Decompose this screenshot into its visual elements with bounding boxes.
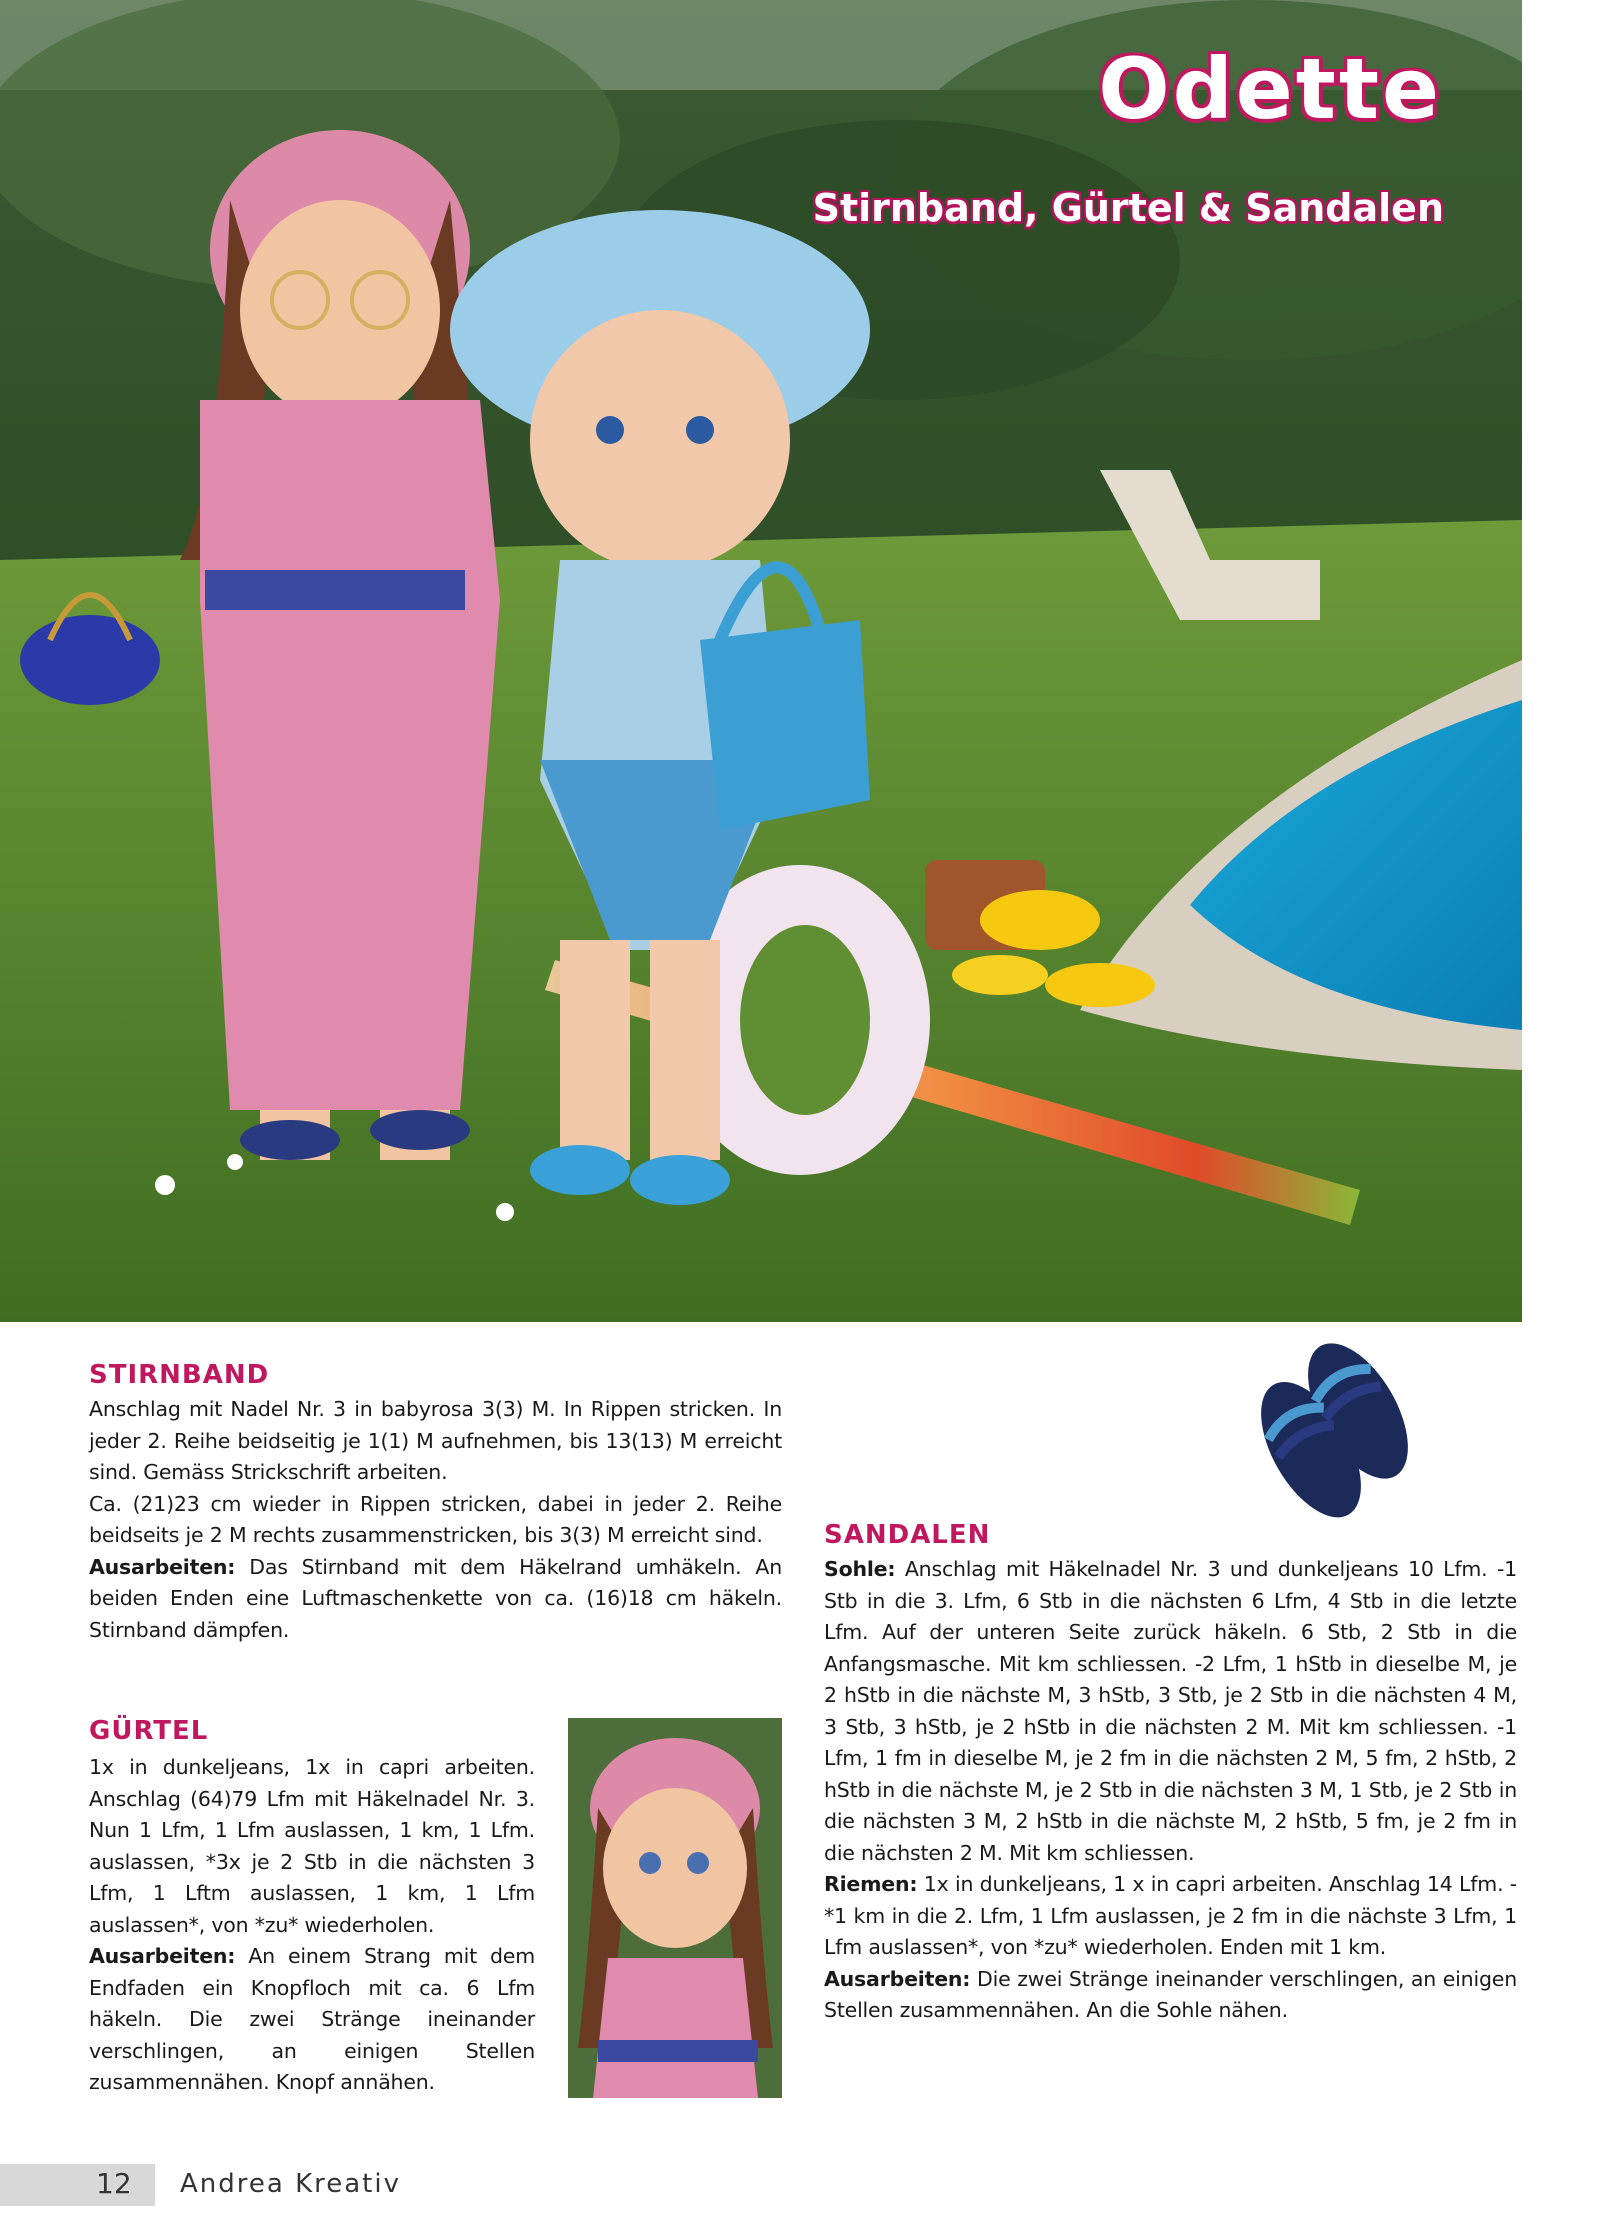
guertel-finish-text: An einem Strang mit dem Endfaden ein Knopfloch mit ca. 6 Lfm häkeln. Die zwei Stränge ineinander verschlingen, an einigen Stellen zusammennähen. Knopf annähen.: [89, 1944, 535, 2094]
sandals-photo: [1232, 1326, 1432, 1526]
sandalen-finish-label: Ausarbeiten:: [824, 1966, 971, 1991]
stirnband-finish-label: Ausarbeiten:: [89, 1554, 236, 1579]
page-number: 12: [96, 2167, 132, 2200]
guertel-finish-label: Ausarbeiten:: [89, 1944, 236, 1968]
page-subtitle: Stirnband, Gürtel & Sandalen: [812, 186, 1444, 230]
sandalen-sole-label: Sohle:: [824, 1557, 896, 1581]
guertel-paragraph-2: [89, 1941, 535, 2099]
section-heading-sandalen: SANDALEN: [824, 1520, 991, 1550]
sandalen-paragraph-2: [824, 1869, 1517, 1964]
section-heading-guertel: GÜRTEL: [89, 1716, 209, 1746]
section-heading-stirnband: STIRNBAND: [89, 1360, 270, 1390]
sandalen-strap-text: 1x in dunkeljeans, 1 x in capri arbeiten. Anschlag 14 Lfm. -*1 km in die 2. Lfm, 1 Lfm auslassen, je 2 fm in die nächste 3 Lfm, 1 Lfm auslassen*, von *zu* wiederholen. Enden mit 1 km.: [824, 1872, 1517, 1959]
stirnband-paragraph-3: [89, 1552, 782, 1647]
guertel-paragraph-1: 1x in dunkeljeans, 1x in capri arbeiten. Anschlag (64)79 Lfm mit Häkelnadel Nr. 3. Nun 1 Lfm, 1 Lfm auslassen, 1 km, 1 Lfm. auslassen, *3x je 2 Stb in die nächsten 3 Lfm, 1 Lftm auslassen, 1 km, 1 Lfm auslassen*, von *zu* wiederholen.: [89, 1755, 535, 1937]
stirnband-paragraph-2: Ca. (21)23 cm wieder in Rippen stricken, dabei in jeder 2. Reihe beidseits je 2 M rechts zusammenstricken, bis 3(3) M erreicht sind.: [89, 1491, 782, 1547]
footer-page-bar: [0, 2164, 155, 2206]
stirnband-finish-text: Das Stirnband mit dem Häkelrand umhäkeln. An beiden Enden eine Luftmaschenkette von ca. (16)18 cm häkeln. Stirnband dämpfen.: [89, 1554, 782, 1642]
stirnband-paragraph-1: Anschlag mit Nadel Nr. 3 in babyrosa 3(3) M. In Rippen stricken. In jeder 2. Reihe beidseitig je 1(1) M aufnehmen, bis 13(13) M erreicht sind. Gemäss Strickschrift arbeiten.: [89, 1397, 782, 1484]
sandalen-sole-text: Anschlag mit Häkelnadel Nr. 3 und dunkeljeans 10 Lfm. -1 Stb in die 3. Lfm, 6 Stb in die nächsten 6 Lfm, 4 Stb in die letzte Lfm. Auf der unteren Seite zurück häkeln. 6 Stb, 2 Stb in die Anfangsmasche. Mit km schliessen. -2 Lfm, 1 hStb in dieselbe M, je 2 hStb in die nächste M, 3 hStb, 3 Stb, je 2 Stb in die nächsten 4 M, 3 Stb, 3 hStb, je 2 hStb in die nächsten 2 M. Mit km schliessen. -1 Lfm, 1 fm in dieselbe M, je 2 fm in die nächsten 2 M, 5 fm, 2 hStb, 2 hStb in die nächste M, je 2 Stb in die nächsten 3 M, 1 Stb, je 2 Stb in die nächsten 3 M, 2 hStb in die nächste M, 2 hStb, 5 fm, je 2 fm in die nächsten 2 M. Mit km schliessen.: [824, 1557, 1517, 1865]
section-body-sandalen: [824, 1554, 1517, 2027]
sandalen-strap-label: Riemen:: [824, 1872, 918, 1896]
headband-doll-photo: [568, 1718, 782, 2098]
section-body-stirnband: [89, 1394, 782, 1646]
page-title: Odette: [1098, 40, 1442, 138]
sandalen-paragraph-1: [824, 1554, 1517, 1869]
section-body-guertel: [89, 1752, 535, 2099]
sandalen-paragraph-3: [824, 1964, 1517, 2027]
footer-brand: Andrea Kreativ: [180, 2169, 401, 2199]
sandalen-finish-text: Die zwei Stränge ineinander verschlingen, an einigen Stellen zusammennähen. An die Sohle nähen.: [824, 1966, 1517, 2022]
